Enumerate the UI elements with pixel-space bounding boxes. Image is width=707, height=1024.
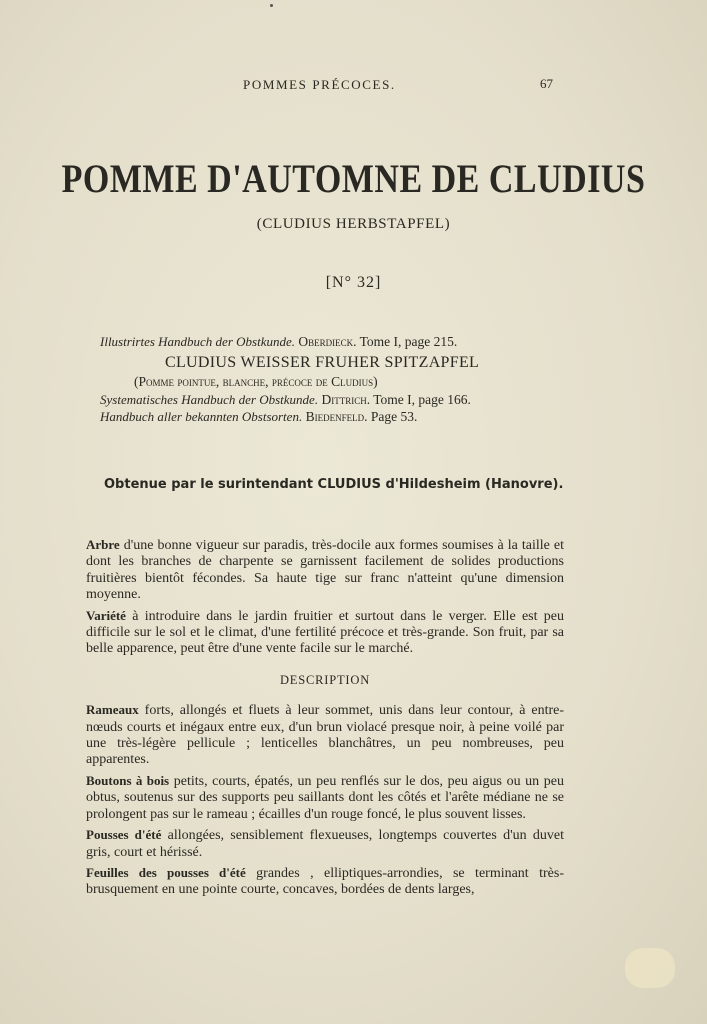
paragraph-pousses bbox=[86, 827, 564, 861]
paragraph-feuilles bbox=[86, 865, 564, 899]
synonym-reference-3 bbox=[100, 408, 570, 425]
origin-statement: Obtenue par le surintendant CLUDIUS d'Hildesheim (Hanovre). bbox=[104, 477, 564, 492]
paragraph-boutons bbox=[86, 773, 564, 823]
synonym-reference-2 bbox=[100, 391, 570, 408]
paragraph-lead: Variété bbox=[86, 607, 126, 623]
synonym-name: CLUDIUS WEISSER FRUHER SPITZAPFEL bbox=[165, 354, 480, 371]
paragraph-text: grandes , elliptiques-arrondies, se terminant très-brusquement en une pointe courte, concaves, bordées de dents larges, bbox=[86, 865, 564, 898]
reference-page: Page 53. bbox=[370, 409, 418, 424]
paragraph-text: petits, courts, épatés, un peu renflés sur le dos, peu aigus ou un peu obtus, soutenus sur des supports peu saillants dont les côtés et l'arête médiane ne se prolongent pas sur le rameau ; écailles d'un rouge foncé, le plus souvent lisses. bbox=[86, 773, 564, 822]
paragraph-variete bbox=[86, 608, 564, 658]
paragraph-text: allongées, sensiblement flexueuses, longtemps couvertes d'un duvet gris, court et hérissé. bbox=[86, 828, 564, 860]
page-corner-highlight bbox=[625, 948, 675, 988]
paragraph-text: d'une bonne vigueur sur paradis, très-docile aux formes soumises à la taille et dont les branches de charpente se garnissent facilement de solides productions fruitières bientôt fécondes. Sa haute tige sur franc n'atteint qu'une dimension moyenne. bbox=[86, 538, 565, 603]
reference-author: Biedenfeld. bbox=[305, 409, 368, 424]
synonym-reference-1 bbox=[100, 333, 570, 350]
page-subtitle: (CLUDIUS HERBSTAPFEL) bbox=[256, 216, 451, 232]
body-text bbox=[86, 537, 564, 903]
paragraph-rameaux bbox=[86, 702, 564, 769]
synonym-name-translation: (Pomme pointue, blanche, précoce de Cludius) bbox=[134, 374, 378, 389]
section-heading: DESCRIPTION bbox=[279, 672, 371, 687]
page-number: 67 bbox=[540, 76, 553, 91]
reference-source: Illustrirtes Handbuch der Obstkunde. bbox=[100, 334, 295, 349]
paragraph-text: forts, allongés et fluets à leur sommet, unis dans leur contour, à entre-nœuds courts et inégaux entre eux, d'un brun violacé presque noir, à peine voilé par une très-légère pellicule ; lenticelles blanchâtres, un peu nombreuses, peu apparentes. bbox=[86, 703, 564, 768]
reference-source: Systematisches Handbuch der Obstkunde. bbox=[100, 392, 319, 407]
paragraph-text: à introduire dans le jardin fruitier et surtout dans le verger. Elle est peu difficile sur le sol et le climat, d'une fertilité précoce et très-grande. Son fruit, par sa belle apparence, peut être d'une vente facile sur le marché. bbox=[86, 608, 565, 657]
reference-author: Oberdieck. bbox=[298, 334, 357, 349]
paragraph-lead: Pousses d'été bbox=[86, 827, 162, 843]
paragraph-arbre bbox=[86, 537, 564, 604]
paragraph-lead: Rameaux bbox=[86, 702, 139, 718]
paragraph-lead: Boutons à bois bbox=[86, 772, 170, 788]
running-head: POMMES PRÉCOCES. bbox=[243, 77, 396, 92]
synonyms-block bbox=[100, 333, 570, 425]
reference-source: Handbuch aller bekannten Obstsorten. bbox=[100, 409, 303, 424]
ink-speck bbox=[270, 4, 273, 7]
paragraph-lead: Feuilles des pousses d'été bbox=[86, 864, 246, 880]
reference-page: Tome I, page 215. bbox=[359, 334, 458, 349]
reference-page: Tome I, page 166. bbox=[373, 392, 471, 407]
page-title: POMME D'AUTOMNE DE CLUDIUS bbox=[61, 158, 646, 202]
paragraph-lead: Arbre bbox=[86, 537, 120, 552]
variety-number: [N° 32] bbox=[325, 274, 382, 291]
reference-author: Dittrich. bbox=[321, 392, 371, 407]
